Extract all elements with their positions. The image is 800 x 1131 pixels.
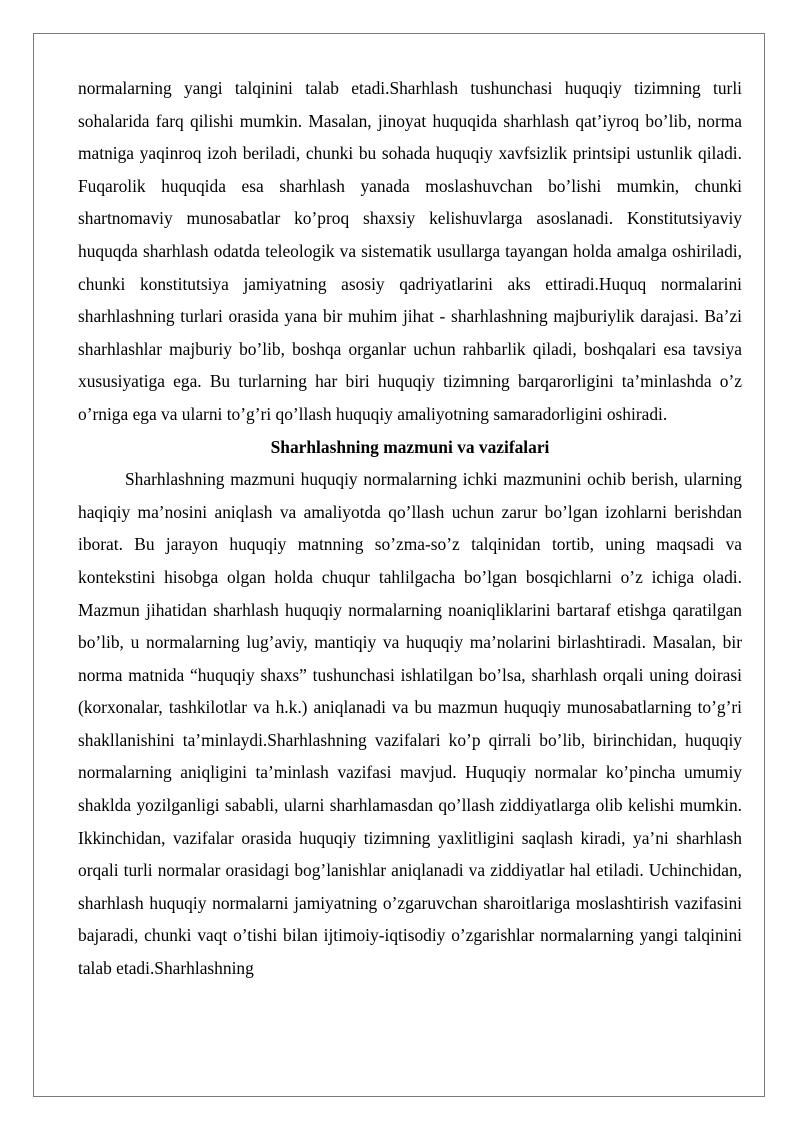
document-body bbox=[78, 72, 742, 985]
paragraph-main: Sharhlashning mazmuni huquqiy normalarning ichki mazmunini ochib berish, ularning haqiqiy ma’nosini aniqlash va amaliyotda qo’llash uchun zarur bo’lgan izohlarni berishdan iborat. Bu jarayon huquqiy matnning so’zma-so’z talqinidan tortib, uning maqsadi va kontekstini hisobga olgan holda chuqur tahlilgacha bo’lgan bosqichlarni o’z ichiga oladi. Mazmun jihatidan sharhlash huquqiy normalarning noaniqliklarini bartaraf etishga qaratilgan bo’lib, u normalarning lug’aviy, mantiqiy va huquqiy ma’nolarini birlashtiradi. Masalan, bir norma matnida “huquqiy shaxs” tushunchasi ishlatilgan bo’lsa, sharhlash orqali uning doirasi (korxonalar, tashkilotlar va h.k.) aniqlanadi va bu mazmun huquqiy munosabatlarning to’g’ri shakllanishini ta’minlaydi.Sharhlashning vazifalari ko’p qirrali bo’lib, birinchidan, huquqiy normalarning aniqligini ta’minlash vazifasi mavjud. Huquqiy normalar ko’pincha umumiy shaklda yozilganligi sababli, ularni sharhlamasdan qo’llash ziddiyatlarga olib kelishi mumkin. Ikkinchidan, vazifalar orasida huquqiy tizimning yaxlitligini saqlash kiradi, ya’ni sharhlash orqali turli normalar orasidagi bog’lanishlar aniqlanadi va ziddiyatlar hal etiladi. Uchinchidan, sharhlash huquqiy normalarni jamiyatning o’zgaruvchan sharoitlariga moslashtirish vazifasini bajaradi, chunki vaqt o’tishi bilan ijtimoiy-iqtisodiy o’zgarishlar normalarning yangi talqinini talab etadi.Sharhlashning bbox=[78, 469, 742, 979]
paragraph-intro: normalarning yangi talqinini talab etadi.Sharhlash tushunchasi huquqiy tizimning turli sohalarida farq qilishi mumkin. Masalan, jinoyat huquqida sharhlash qat’iyroq bo’lib, norma matniga yaqinroq izoh beriladi, chunki bu sohada huquqiy xavfsizlik printsipi ustunlik qiladi. Fuqarolik huquqida esa sharhlash yanada moslashuvchan bo’lishi mumkin, chunki shartnomaviy munosabatlar ko’proq shaxsiy kelishuvlarga asoslanadi. Konstitutsiyaviy huquqda sharhlash odatda teleologik va sistematik usullarga tayangan holda amalga oshiriladi, chunki konstitutsiya jamiyatning asosiy qadriyatlarini aks ettiradi.Huquq normalarini sharhlashning turlari orasida yana bir muhim jihat - sharhlashning majburiylik darajasi. Ba’zi sharhlashlar majburiy bo’lib, boshqa organlar uchun rahbarlik qiladi, boshqalari esa tavsiya xususiyatiga ega. Bu turlarning har biri huquqiy tizimning barqarorligini ta’minlashda o’z o’rniga ega va ularni to’g’ri qo’llash huquqiy amaliyotning samaradorligini oshiradi. bbox=[78, 78, 742, 424]
section-heading: Sharhlashning mazmuni va vazifalari bbox=[270, 436, 550, 457]
